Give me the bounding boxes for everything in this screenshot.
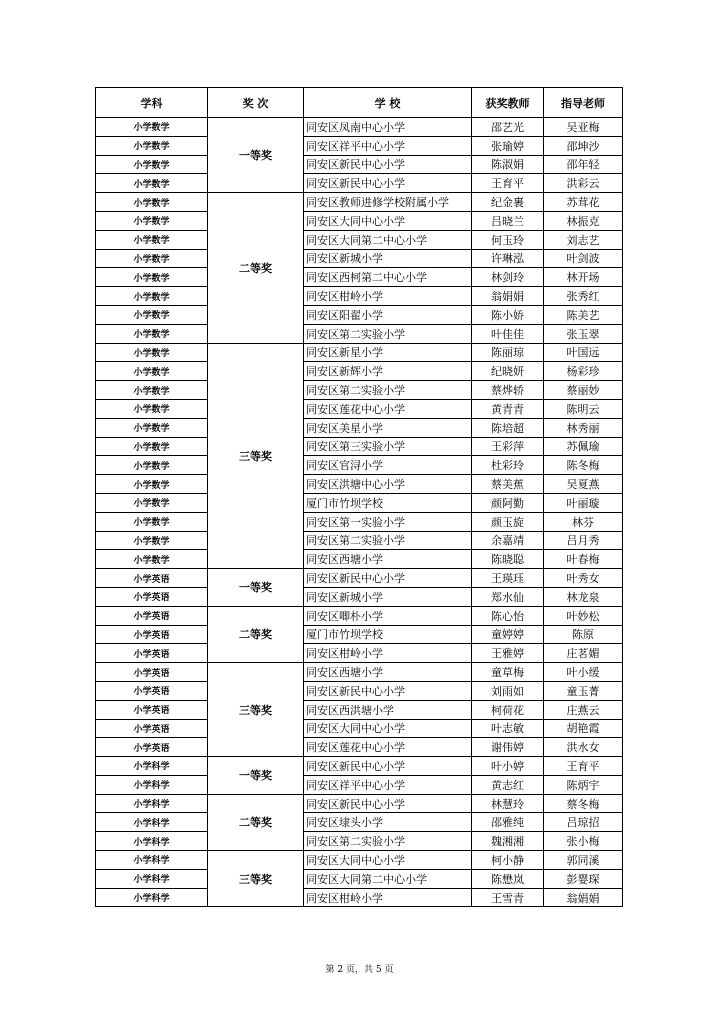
advisor-cell: 林芬	[544, 512, 623, 531]
winning-teacher-cell: 蔡美蕉	[472, 475, 544, 494]
winning-teacher-cell: 许琳泓	[472, 249, 544, 268]
table-row	[96, 869, 623, 888]
winning-teacher-cell: 陈培超	[472, 418, 544, 437]
advisor-cell: 林秀丽	[544, 418, 623, 437]
advisor-cell: 杨彩珍	[544, 362, 623, 381]
school-cell: 同安区西塘小学	[304, 550, 472, 569]
school-cell: 同安区教师进修学校附属小学	[304, 193, 472, 212]
advisor-cell: 林开场	[544, 268, 623, 287]
page-footer: 第 2 页，共 5 页	[325, 965, 394, 975]
winning-teacher-cell: 林剑玲	[472, 268, 544, 287]
table-row	[96, 700, 623, 719]
winning-teacher-cell: 颜玉旋	[472, 512, 544, 531]
subject-cell: 小学英语	[96, 738, 208, 757]
school-cell: 同安区第二实验小学	[304, 381, 472, 400]
advisor-cell: 叶国远	[544, 343, 623, 362]
subject-cell: 小学英语	[96, 625, 208, 644]
subject-cell: 小学数学	[96, 550, 208, 569]
table-row	[96, 193, 623, 212]
advisor-cell: 陈原	[544, 625, 623, 644]
subject-cell: 小学英语	[96, 700, 208, 719]
winning-teacher-cell: 吕晓兰	[472, 211, 544, 230]
table-row	[96, 550, 623, 569]
table-row	[96, 324, 623, 343]
subject-cell: 小学科学	[96, 757, 208, 776]
school-cell: 同安区大同中心小学	[304, 211, 472, 230]
advisor-cell: 刘志艺	[544, 230, 623, 249]
subject-cell: 小学科学	[96, 775, 208, 794]
subject-cell: 小学英语	[96, 681, 208, 700]
table-row	[96, 512, 623, 531]
winning-teacher-cell: 陈晓聪	[472, 550, 544, 569]
subject-cell: 小学数学	[96, 531, 208, 550]
winning-teacher-cell: 叶佳佳	[472, 324, 544, 343]
school-cell: 同安区新星小学	[304, 343, 472, 362]
subject-cell: 小学数学	[96, 418, 208, 437]
advisor-cell: 胡艳霞	[544, 719, 623, 738]
table-row	[96, 437, 623, 456]
winning-teacher-cell: 颜阿勤	[472, 493, 544, 512]
school-cell: 同安区第二实验小学	[304, 531, 472, 550]
subject-cell: 小学数学	[96, 211, 208, 230]
advisor-cell: 叶秀女	[544, 569, 623, 588]
subject-cell: 小学科学	[96, 869, 208, 888]
award-level-cell: 三等奖	[208, 851, 304, 907]
school-cell: 同安区莲花中心小学	[304, 399, 472, 418]
table-row	[96, 381, 623, 400]
winning-teacher-cell: 王雪青	[472, 888, 544, 907]
award-level-cell: 三等奖	[208, 663, 304, 757]
winning-teacher-cell: 叶志敏	[472, 719, 544, 738]
school-cell: 同安区祥平中心小学	[304, 136, 472, 155]
table-row	[96, 155, 623, 174]
subject-cell: 小学数学	[96, 437, 208, 456]
school-cell: 同安区新民中心小学	[304, 794, 472, 813]
subject-cell: 小学数学	[96, 324, 208, 343]
subject-cell: 小学数学	[96, 305, 208, 324]
table-row	[96, 775, 623, 794]
advisor-cell: 叶小缓	[544, 663, 623, 682]
table-row	[96, 531, 623, 550]
winning-teacher-cell: 郑水仙	[472, 587, 544, 606]
school-cell: 同安区莲花中心小学	[304, 738, 472, 757]
winning-teacher-cell: 邵艺光	[472, 118, 544, 137]
advisor-cell: 邵年轻	[544, 155, 623, 174]
school-cell: 同安区大同中心小学	[304, 719, 472, 738]
school-cell: 厦门市竹坝学校	[304, 625, 472, 644]
school-cell: 同安区西洪塘小学	[304, 700, 472, 719]
school-cell: 同安区柑岭小学	[304, 287, 472, 306]
table-row	[96, 475, 623, 494]
subject-cell: 小学英语	[96, 663, 208, 682]
table-row	[96, 118, 623, 137]
advisor-cell: 林振克	[544, 211, 623, 230]
subject-cell: 小学科学	[96, 888, 208, 907]
winning-teacher-cell: 林慧玲	[472, 794, 544, 813]
subject-cell: 小学数学	[96, 493, 208, 512]
advisor-cell: 吕琼招	[544, 813, 623, 832]
subject-cell: 小学科学	[96, 851, 208, 870]
winning-teacher-cell: 邵雅纯	[472, 813, 544, 832]
advisor-cell: 郭同溪	[544, 851, 623, 870]
table-row	[96, 493, 623, 512]
award-table-container	[95, 87, 622, 907]
table-row	[96, 794, 623, 813]
school-cell: 同安区第二实验小学	[304, 832, 472, 851]
advisor-cell: 吴亚梅	[544, 118, 623, 137]
table-row	[96, 343, 623, 362]
award-table	[95, 87, 623, 907]
school-cell: 同安区埭头小学	[304, 813, 472, 832]
school-cell: 同安区第一实验小学	[304, 512, 472, 531]
table-row	[96, 136, 623, 155]
header-row	[96, 88, 623, 118]
school-cell: 同安区新辉小学	[304, 362, 472, 381]
award-level-cell: 二等奖	[208, 794, 304, 850]
advisor-cell: 洪彩云	[544, 174, 623, 193]
school-cell: 同安区新城小学	[304, 249, 472, 268]
table-row	[96, 418, 623, 437]
school-cell: 同安区大同中心小学	[304, 851, 472, 870]
table-row	[96, 456, 623, 475]
school-cell: 同安区新民中心小学	[304, 155, 472, 174]
subject-cell: 小学科学	[96, 832, 208, 851]
subject-cell: 小学数学	[96, 136, 208, 155]
school-cell: 同安区唧朴小学	[304, 606, 472, 625]
school-cell: 同安区洪塘中心小学	[304, 475, 472, 494]
winning-teacher-cell: 纪晓妍	[472, 362, 544, 381]
winning-teacher-cell: 王育平	[472, 174, 544, 193]
header-school: 学 校	[304, 88, 472, 118]
advisor-cell: 邵坤沙	[544, 136, 623, 155]
winning-teacher-cell: 叶小婷	[472, 757, 544, 776]
award-level-cell: 一等奖	[208, 118, 304, 193]
winning-teacher-cell: 何玉玲	[472, 230, 544, 249]
subject-cell: 小学英语	[96, 606, 208, 625]
winning-teacher-cell: 童婷婷	[472, 625, 544, 644]
advisor-cell: 彭婴琛	[544, 869, 623, 888]
winning-teacher-cell: 翁娟娟	[472, 287, 544, 306]
school-cell: 同安区大同第二中心小学	[304, 869, 472, 888]
winning-teacher-cell: 张瑜婷	[472, 136, 544, 155]
winning-teacher-cell: 魏湘湘	[472, 832, 544, 851]
subject-cell: 小学数学	[96, 343, 208, 362]
subject-cell: 小学英语	[96, 569, 208, 588]
table-row	[96, 305, 623, 324]
subject-cell: 小学数学	[96, 381, 208, 400]
table-row	[96, 719, 623, 738]
table-row	[96, 569, 623, 588]
table-row	[96, 587, 623, 606]
advisor-cell: 庄燕云	[544, 700, 623, 719]
subject-cell: 小学数学	[96, 193, 208, 212]
subject-cell: 小学数学	[96, 399, 208, 418]
header-teacher: 获奖教师	[472, 88, 544, 118]
winning-teacher-cell: 陈小娇	[472, 305, 544, 324]
winning-teacher-cell: 王彩萍	[472, 437, 544, 456]
school-cell: 同安区柑岭小学	[304, 888, 472, 907]
subject-cell: 小学数学	[96, 287, 208, 306]
school-cell: 同安区官浔小学	[304, 456, 472, 475]
subject-cell: 小学数学	[96, 475, 208, 494]
table-row	[96, 287, 623, 306]
advisor-cell: 吴夏燕	[544, 475, 623, 494]
table-row	[96, 644, 623, 663]
subject-cell: 小学英语	[96, 587, 208, 606]
table-row	[96, 681, 623, 700]
winning-teacher-cell: 余嘉靖	[472, 531, 544, 550]
table-row	[96, 663, 623, 682]
table-row	[96, 174, 623, 193]
subject-cell: 小学英语	[96, 644, 208, 663]
school-cell: 同安区新城小学	[304, 587, 472, 606]
award-level-cell: 二等奖	[208, 193, 304, 343]
award-level-cell: 一等奖	[208, 757, 304, 795]
school-cell: 同安区大同第二中心小学	[304, 230, 472, 249]
winning-teacher-cell: 刘雨如	[472, 681, 544, 700]
advisor-cell: 陈明云	[544, 399, 623, 418]
subject-cell: 小学数学	[96, 155, 208, 174]
advisor-cell: 张秀红	[544, 287, 623, 306]
advisor-cell: 苏茸花	[544, 193, 623, 212]
winning-teacher-cell: 谢伟婷	[472, 738, 544, 757]
header-subject: 学科	[96, 88, 208, 118]
school-cell: 同安区阳翟小学	[304, 305, 472, 324]
school-cell: 同安区新民中心小学	[304, 569, 472, 588]
winning-teacher-cell: 黄青青	[472, 399, 544, 418]
winning-teacher-cell: 杜彩玲	[472, 456, 544, 475]
winning-teacher-cell: 童草梅	[472, 663, 544, 682]
subject-cell: 小学数学	[96, 230, 208, 249]
winning-teacher-cell: 陈心怡	[472, 606, 544, 625]
school-cell: 同安区西柯第二中心小学	[304, 268, 472, 287]
subject-cell: 小学数学	[96, 118, 208, 137]
winning-teacher-cell: 王瑛珏	[472, 569, 544, 588]
school-cell: 同安区第二实验小学	[304, 324, 472, 343]
table-row	[96, 268, 623, 287]
table-row	[96, 625, 623, 644]
advisor-cell: 林龙泉	[544, 587, 623, 606]
winning-teacher-cell: 陈丽琼	[472, 343, 544, 362]
school-cell: 同安区祥平中心小学	[304, 775, 472, 794]
subject-cell: 小学数学	[96, 362, 208, 381]
advisor-cell: 陈美艺	[544, 305, 623, 324]
school-cell: 同安区新民中心小学	[304, 681, 472, 700]
winning-teacher-cell: 陈懋岚	[472, 869, 544, 888]
table-row	[96, 757, 623, 776]
table-row	[96, 813, 623, 832]
subject-cell: 小学数学	[96, 268, 208, 287]
advisor-cell: 蔡冬梅	[544, 794, 623, 813]
winning-teacher-cell: 柯小静	[472, 851, 544, 870]
advisor-cell: 王育平	[544, 757, 623, 776]
advisor-cell: 叶丽璇	[544, 493, 623, 512]
subject-cell: 小学数学	[96, 249, 208, 268]
winning-teacher-cell: 王雅婷	[472, 644, 544, 663]
winning-teacher-cell: 纪金裹	[472, 193, 544, 212]
award-level-cell: 三等奖	[208, 343, 304, 569]
subject-cell: 小学数学	[96, 512, 208, 531]
table-row	[96, 230, 623, 249]
advisor-cell: 叶妙松	[544, 606, 623, 625]
award-level-cell: 二等奖	[208, 606, 304, 662]
advisor-cell: 苏佩瑜	[544, 437, 623, 456]
table-row	[96, 399, 623, 418]
school-cell: 同安区美星小学	[304, 418, 472, 437]
school-cell: 同安区西塘小学	[304, 663, 472, 682]
winning-teacher-cell: 柯荷花	[472, 700, 544, 719]
advisor-cell: 张小梅	[544, 832, 623, 851]
advisor-cell: 洪水女	[544, 738, 623, 757]
winning-teacher-cell: 蔡烨轿	[472, 381, 544, 400]
school-cell: 同安区凤南中心小学	[304, 118, 472, 137]
school-cell: 同安区新民中心小学	[304, 174, 472, 193]
winning-teacher-cell: 陈淑娟	[472, 155, 544, 174]
table-body	[96, 118, 623, 907]
table-row	[96, 362, 623, 381]
school-cell: 同安区新民中心小学	[304, 757, 472, 776]
award-level-cell: 一等奖	[208, 569, 304, 607]
subject-cell: 小学英语	[96, 719, 208, 738]
advisor-cell: 叶剑波	[544, 249, 623, 268]
subject-cell: 小学数学	[96, 174, 208, 193]
advisor-cell: 陈冬梅	[544, 456, 623, 475]
subject-cell: 小学科学	[96, 813, 208, 832]
subject-cell: 小学数学	[96, 456, 208, 475]
header-award: 奖 次	[208, 88, 304, 118]
winning-teacher-cell: 黄志红	[472, 775, 544, 794]
table-row	[96, 888, 623, 907]
school-cell: 同安区第三实验小学	[304, 437, 472, 456]
advisor-cell: 张玉翠	[544, 324, 623, 343]
table-row	[96, 832, 623, 851]
advisor-cell: 翁娟娟	[544, 888, 623, 907]
table-row	[96, 851, 623, 870]
header-advisor: 指导老师	[544, 88, 623, 118]
table-row	[96, 211, 623, 230]
subject-cell: 小学科学	[96, 794, 208, 813]
school-cell: 厦门市竹坝学校	[304, 493, 472, 512]
school-cell: 同安区柑岭小学	[304, 644, 472, 663]
advisor-cell: 叶春梅	[544, 550, 623, 569]
table-row	[96, 249, 623, 268]
advisor-cell: 童玉菁	[544, 681, 623, 700]
advisor-cell: 蔡丽妙	[544, 381, 623, 400]
table-row	[96, 738, 623, 757]
table-row	[96, 606, 623, 625]
advisor-cell: 庄茗媚	[544, 644, 623, 663]
advisor-cell: 陈炳宇	[544, 775, 623, 794]
advisor-cell: 吕月秀	[544, 531, 623, 550]
